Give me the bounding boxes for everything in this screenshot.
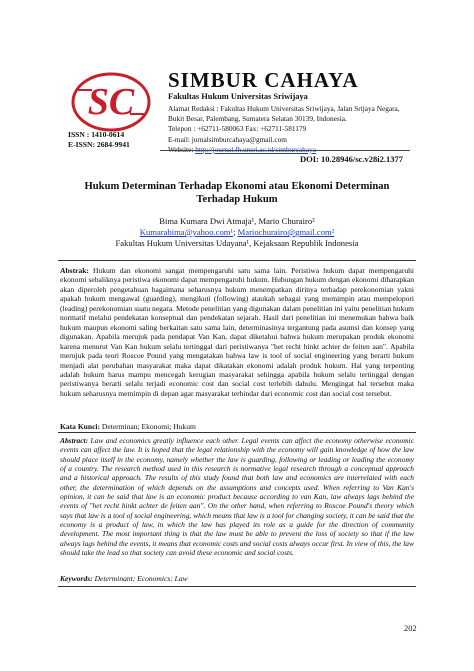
address-line-2: Bukit Besar, Palembang, Sumatera Selatan 30139, Indonesia.: [168, 114, 347, 124]
abstrak-label: Abstrak:: [60, 266, 89, 275]
keywords: [60, 574, 414, 584]
page-number: 202: [404, 624, 417, 633]
logo-text: SC: [87, 81, 135, 123]
title-line-1: Hukum Determinan Terhadap Ekonomi atau Ekonomi Determinan: [84, 181, 390, 192]
kata-kunci: [60, 422, 414, 432]
phone-line: Telepon : +62711-580063 Fax: +62711-581179: [168, 124, 307, 134]
faculty-name: Fakultas Hukum Universitas Sriwijaya: [168, 92, 308, 101]
abstract-en-section: [60, 436, 414, 557]
title-line-2: Terhadap Hukum: [196, 194, 278, 205]
abstract-en-label: Abstract:: [60, 436, 89, 445]
issn: ISSN : 1410-0614: [68, 130, 125, 139]
issn-block: [68, 130, 130, 150]
abstrak-text: Hukum dan ekonomi sangat mempengaruhi satu sama lain. Peristiwa hukum dapat mempengaruhi ekonomi sebaliknya peristiwa ekonomi dapat mempengaruhi hukum. Hubungan hukum dengan ekonomi diharapkan akan diperoleh pengetahuan bagaimana seharusnya hukum menempatkan dirinya terhadap perekonomian yakni apakah hukum mengawal (guarding), mengikuti (following) ataukah sebagai yang memimpin atau mempelopori (leading) perekonomian suatu negara. Metode penelitian yang digunakan dalam penelitian ini yaitu penelitian hukum normatif melalui pendekatan konseptual dan pendekatan sejarah. Hasil dari penelitian ini menemukan bahwa baik hukum maupun ekonomi saling berkaitan satu sama lain, determinasinya tergantung pada asumsi dan konsep yang digunakan. Apabila merujuk pada pendapat Van Kan, dapat diketahui bahwa hukum merupakan produk ekonomi karena menurut Van Kan hukum selalu tertinggal dari peristiwanya "het recht hinkt achter de feiten aan". Apabila merujuk pada teori Roscoe Pound yang mengatakan bahwa law is tool of social engineering yang berarti hukum menjadi alat perubahan masyarakat maka dapat dikatakan ekonomi adalah produk hukum. Hal yang terpenting adalah hukum harus mampu mencegah kerugian masyarakat sehingga apabila hukum selalu tertinggal dengan peristiwanya berarti selalu terjadi economic cost dan social cost terlebih dahulu. Mengingat hal tersebut maka hukum seharusnya memimpin di depan agar masyarakat terhindar dari economic cost dan social cost tersebut.: [60, 266, 414, 398]
header-divider: [160, 150, 410, 151]
eissn: E-ISSN: 2684-9941: [68, 140, 130, 149]
email-link-2[interactable]: Mariochurairo@gmail.com²: [237, 227, 335, 237]
journal-name: SIMBUR CAHAYA: [168, 68, 359, 92]
editorial-address: [168, 104, 458, 155]
doi[interactable]: DOI: 10.28946/sc.v28i2.1377: [300, 154, 403, 164]
affiliation: Fakultas Hukum Universitas Udayana¹, Kejaksaan Republik Indonesia: [115, 238, 359, 248]
abstract-en-text: Law and economics greatly influence each other. Legal events can affect the economy otherwise economic events can affect the law. It is hoped that the legal relationship with the economy will gain knowledge of how the law should place itself in the economy, namely whether the law is guarding, following or leading or leading the economy of a country. The research method used in this research is normative legal research through a conceptual approach and a historical approach. The results of this study found that both law and economics are interrelated with each other, the determination of which depends on the assumptions and concepts used. When referring to Van Kan's opinion, it can be said that law is an economic product because according to van Kan, law always lags behind the events of "het recht hinkt achter de feiten aan". On the other hand, when referring to Roscoe Pound's theory which says that law is a tool of social engineering, which means that law is a tool for changing society, it can be said that the economy is a product of law, in which the law has played its role as a guide for the direction of community development. The most important thing is that the law must be able to prevent the loss of society so that if the law always lags behind the events, it means that economic costs and social costs always occur first. In view of this, the law should take the lead so that society can avoid these economic and social costs.: [60, 436, 414, 558]
keywords-label: Keywords:: [60, 574, 93, 583]
address-line-1: Alamat Redaksi : Fakultas Hukum Universitas Sriwijaya, Jalan Srijaya Negara,: [168, 104, 400, 113]
email-line: E-mail: jurnalsimburcahaya@gmail.com: [168, 134, 287, 144]
abstract-mid-rule: [58, 432, 416, 433]
author-block: [60, 216, 414, 249]
article-title: [60, 180, 414, 206]
abstract-top-rule: [58, 260, 416, 261]
email-separator: ;: [233, 227, 238, 237]
author-names: Bima Kumara Dwi Atmaja¹, Mario Churairo²: [159, 216, 315, 226]
kata-kunci-label: Kata Kunci:: [60, 422, 101, 431]
keywords-text: Determinant; Economics; Law: [92, 574, 188, 583]
email-link-1[interactable]: Kumarabima@yahoo.com¹: [139, 227, 234, 237]
abstrak-section: [60, 266, 414, 398]
abstrak-paragraph: [60, 266, 414, 398]
kata-kunci-text: Determinan; Ekonomi; Hukum: [100, 422, 196, 431]
abstract-bottom-rule: [58, 586, 416, 587]
abstract-en-paragraph: [60, 436, 414, 557]
author-emails: [60, 227, 414, 238]
